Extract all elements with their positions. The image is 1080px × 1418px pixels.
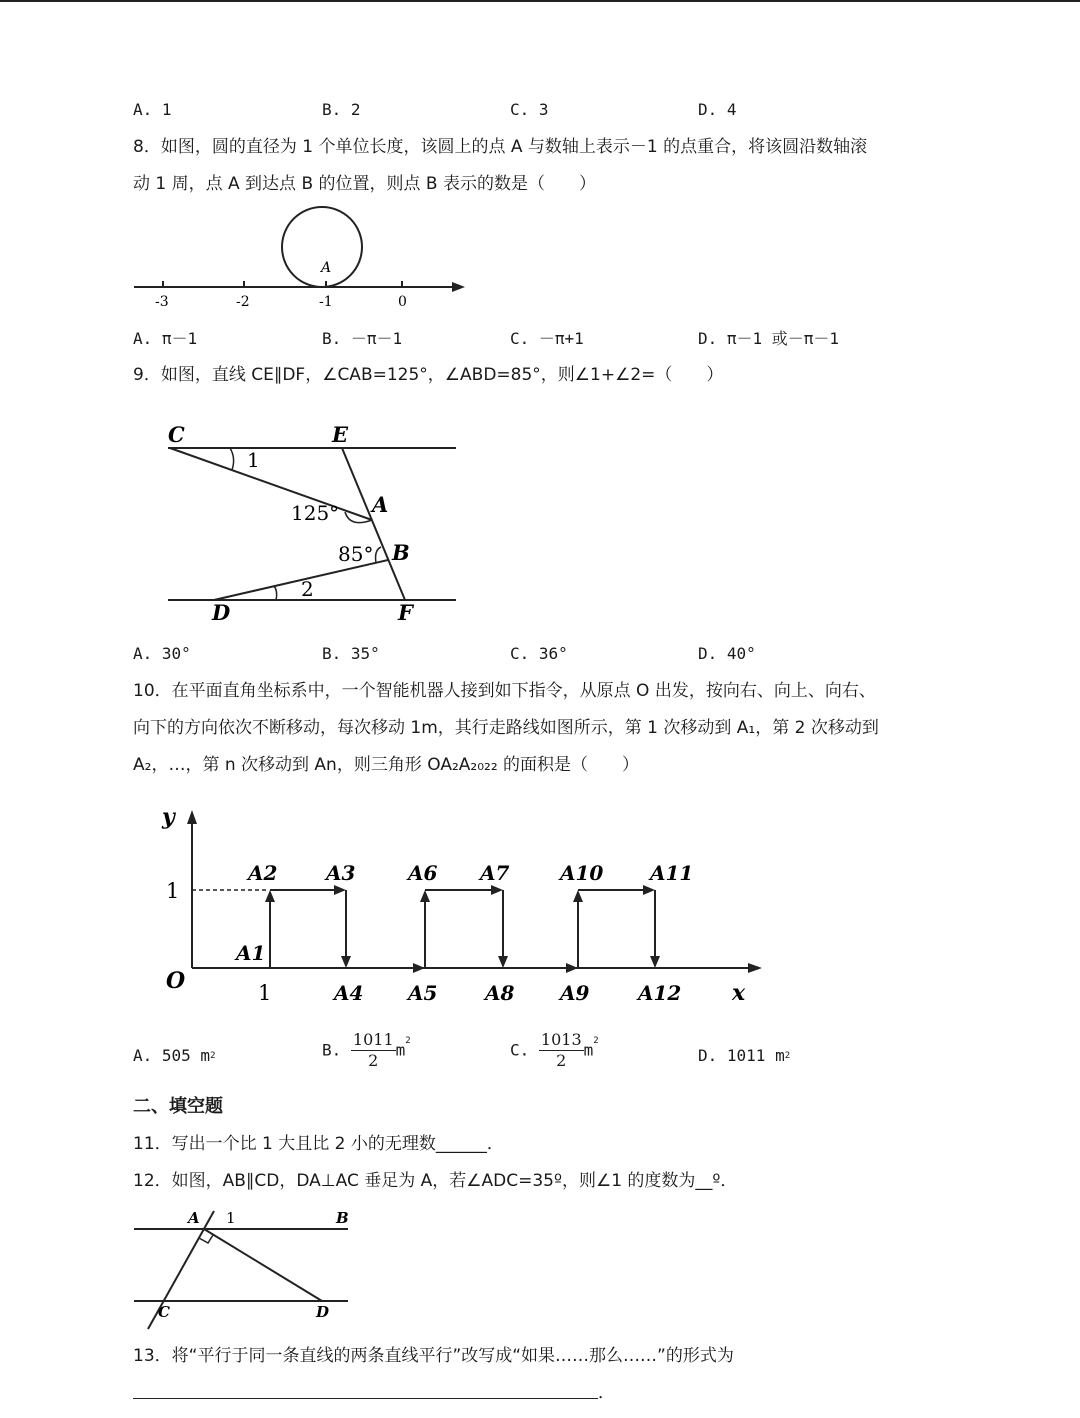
q10-option-b: B. $\frac{1011}{2}$ $m^2$ [322, 1030, 411, 1070]
label-d: D [316, 1303, 330, 1321]
q12-figure [130, 1205, 360, 1335]
label-angle-1: 1 [226, 1209, 236, 1227]
point-a12-label: A12 [638, 981, 682, 1005]
q10-option-d: D. 1011 $m^2$ [698, 1046, 791, 1065]
q8-text-line1: 8．如图，圆的直径为 1 个单位长度，该圆上的点 A 与数轴上表示－1 的点重合，将该圆沿数轴滚 [133, 137, 868, 157]
axis-arrow-icon [452, 282, 465, 292]
point-a9-label: A9 [560, 981, 590, 1005]
point-a2-label: A2 [248, 861, 278, 885]
point-a10-label: A10 [560, 861, 604, 885]
point-a5-label: A5 [408, 981, 438, 1005]
angle-2-arc [274, 586, 277, 600]
q7-option-c: C. 3 [510, 100, 549, 119]
q10-robot-path-figure [150, 800, 780, 1010]
label-a: A [372, 492, 389, 517]
right-angle-mark [199, 1235, 213, 1243]
angle-1-arc [230, 448, 234, 470]
point-a3-label: A3 [326, 861, 356, 885]
q8-option-b: B. －π－1 [322, 329, 403, 348]
q7-option-b: B. 2 [322, 100, 361, 119]
segment-ef [342, 448, 405, 600]
tick-label: 0 [398, 294, 407, 310]
label-c: C [158, 1303, 170, 1321]
tick-label: -2 [236, 294, 250, 310]
point-a11-label: A11 [650, 861, 694, 885]
angle-125-arc [345, 512, 372, 523]
q9-option-a: A. 30° [133, 644, 191, 663]
point-a-label: A [321, 260, 332, 276]
segment-ad [204, 1229, 322, 1301]
label-f: F [398, 600, 413, 625]
q9-text: 9．如图，直线 CE∥DF，∠CAB=125°，∠ABD=85°，则∠1+∠2=（ ） [133, 365, 724, 385]
label-125-degrees: 125° [291, 501, 340, 525]
q10-text-line3: A₂，…，第 n 次移动到 An，则三角形 OA₂A₂₀₂₂ 的面积是（ ） [133, 755, 640, 775]
label-a: A [188, 1209, 200, 1227]
section-title: 二、填空题 [133, 1096, 223, 1117]
fraction-1013-2: $\frac{1013}{2}$ [540, 1030, 582, 1070]
label-b: B [336, 1209, 349, 1227]
q13-answer-blank[interactable] [133, 1398, 598, 1399]
y-axis-arrow-icon [187, 810, 197, 824]
top-border [0, 0, 1080, 2]
q10-text-line1: 10．在平面直角坐标系中，一个智能机器人接到如下指令，从原点 O 出发，按向右、向上、向右、 [133, 681, 876, 701]
point-a4-label: A4 [334, 981, 364, 1005]
x-axis-label: x [732, 980, 746, 1006]
q8-text-line2: 动 1 周，点 A 到达点 B 的位置，则点 B 表示的数是（ ） [133, 174, 596, 194]
y-axis-label: y [162, 804, 175, 830]
q10-option-c: C. $\frac{1013}{2}$ $m^2$ [510, 1030, 599, 1070]
segment-ca [170, 448, 372, 520]
tick-label: -3 [155, 294, 169, 310]
q9-parallel-lines-figure [150, 420, 470, 630]
label-angle-1: 1 [247, 448, 260, 472]
q12-text: 12．如图，AB∥CD，DA⊥AC 垂足为 A，若∠ADC=35º，则∠1 的度数为__º． [133, 1171, 738, 1191]
point-a8-label: A8 [485, 981, 515, 1005]
y-tick-1-label: 1 [166, 879, 180, 903]
label-c: C [168, 422, 185, 447]
x-tick-1-label: 1 [258, 981, 272, 1005]
q9-option-c: C. 36° [510, 644, 568, 663]
label-angle-2: 2 [301, 577, 314, 601]
q8-option-c: C. －π+1 [510, 329, 584, 348]
origin-label: O [166, 968, 186, 994]
x-axis-arrow-icon [748, 963, 762, 973]
label-d: D [212, 600, 231, 625]
label-85-degrees: 85° [338, 542, 374, 566]
tick-label: -1 [319, 294, 333, 310]
q8-number-line-figure [130, 205, 470, 315]
angle-85-arc [376, 547, 381, 563]
q13-text: 13．将“平行于同一条直线的两条直线平行”改写成“如果……那么……”的形式为 [133, 1346, 734, 1366]
q10-option-a: A. 505 $m^2$ [133, 1046, 216, 1065]
fraction-1011-2: $\frac{1011}{2}$ [352, 1030, 394, 1070]
q13-period: ． [598, 1383, 615, 1403]
q11-text: 11．写出一个比 1 大且比 2 小的无理数______． [133, 1134, 504, 1154]
point-a7-label: A7 [480, 861, 510, 885]
q8-option-a: A. π－1 [133, 329, 198, 348]
q8-option-d: D. π－1 或－π－1 [698, 329, 840, 348]
q7-option-a: A. 1 [133, 100, 172, 119]
point-a6-label: A6 [408, 861, 438, 885]
q9-option-d: D. 40° [698, 644, 756, 663]
q7-option-d: D. 4 [698, 100, 737, 119]
label-b: B [392, 540, 410, 565]
point-a1-label: A1 [236, 941, 266, 965]
q10-text-line2: 向下的方向依次不断移动，每次移动 1m，其行走路线如图所示，第 1 次移动到 A₁，第 2 次移动到 [133, 718, 879, 738]
label-e: E [332, 422, 349, 447]
q9-option-b: B. 35° [322, 644, 380, 663]
